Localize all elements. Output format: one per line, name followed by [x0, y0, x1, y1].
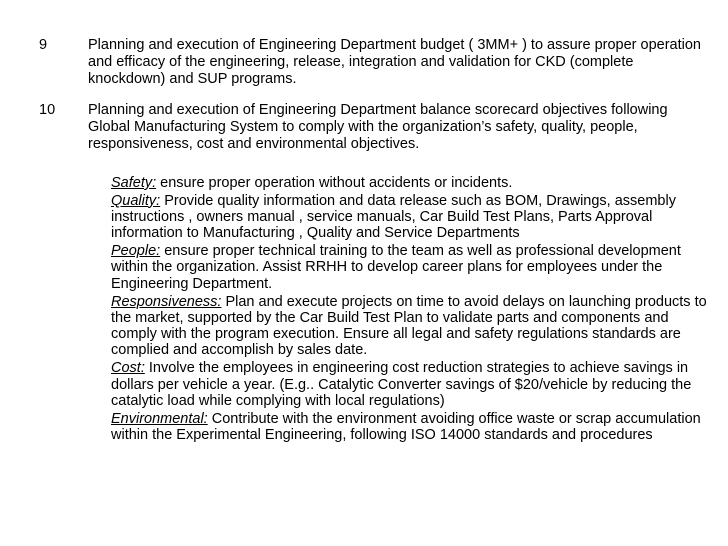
item-number: 10 [39, 102, 56, 118]
objective-text: Involve the employees in engineering cost reduction strategies to achieve savings in dollars per vehicle a year. (E.g.. Catalytic Converter savings of $20/vehicle by reducing the catalytic load while complying with local regulations) [111, 360, 692, 409]
objective-label: Safety: [111, 175, 157, 191]
objective-text: ensure proper operation without accidents or incidents. [160, 175, 513, 191]
objective-label: People: [111, 243, 161, 260]
objective-text: Provide quality information and data release such as BOM, Drawings, assembly instructions , owners manual , service manuals, Car Build Test Plans, Parts Approval information to Manufacturing , Quality and Service Departments [111, 192, 676, 242]
item-text: Planning and execution of Engineering Department balance scorecard objectives following Global Manufacturing System to comply with the organization’s safety, quality, people, responsiveness, cost and environmental objectives. [88, 102, 668, 152]
objective-text: ensure proper technical training to the team as well as professional development within the organization. Assist RRHH to develop career plans for employees under the Engineering Department. [111, 243, 681, 292]
objective-environmental [111, 411, 711, 444]
objective-safety [111, 175, 711, 191]
item-text: Planning and execution of Engineering Department budget ( 3MM+ ) to assure proper operation and efficacy of the engineering, release, integration and validation for CKD (complete knockdown) and SUP programs. [88, 37, 702, 87]
objective-label: Cost: [111, 360, 145, 377]
objective-responsiveness [111, 294, 711, 359]
objective-quality [111, 193, 711, 242]
objective-label: Quality: [111, 192, 161, 209]
objective-people [111, 243, 711, 292]
objective-label: Environmental: [111, 410, 208, 427]
objective-cost [111, 360, 711, 409]
objective-label: Responsiveness: [111, 293, 222, 310]
item-number: 9 [39, 37, 48, 53]
scorecard-objectives [111, 175, 711, 445]
objective-text: Plan and execute projects on time to avoid delays on launching products to the market, supported by the Car Build Test Plan to validate parts and components and comply with the program execution. Ensure all legal and safety regulations standards are complied and accomplish by sales date. [111, 293, 707, 359]
objective-text: Contribute with the environment avoiding office waste or scrap accumulation within the Experimental Engineering, following ISO 14000 standards and procedures [111, 410, 701, 443]
